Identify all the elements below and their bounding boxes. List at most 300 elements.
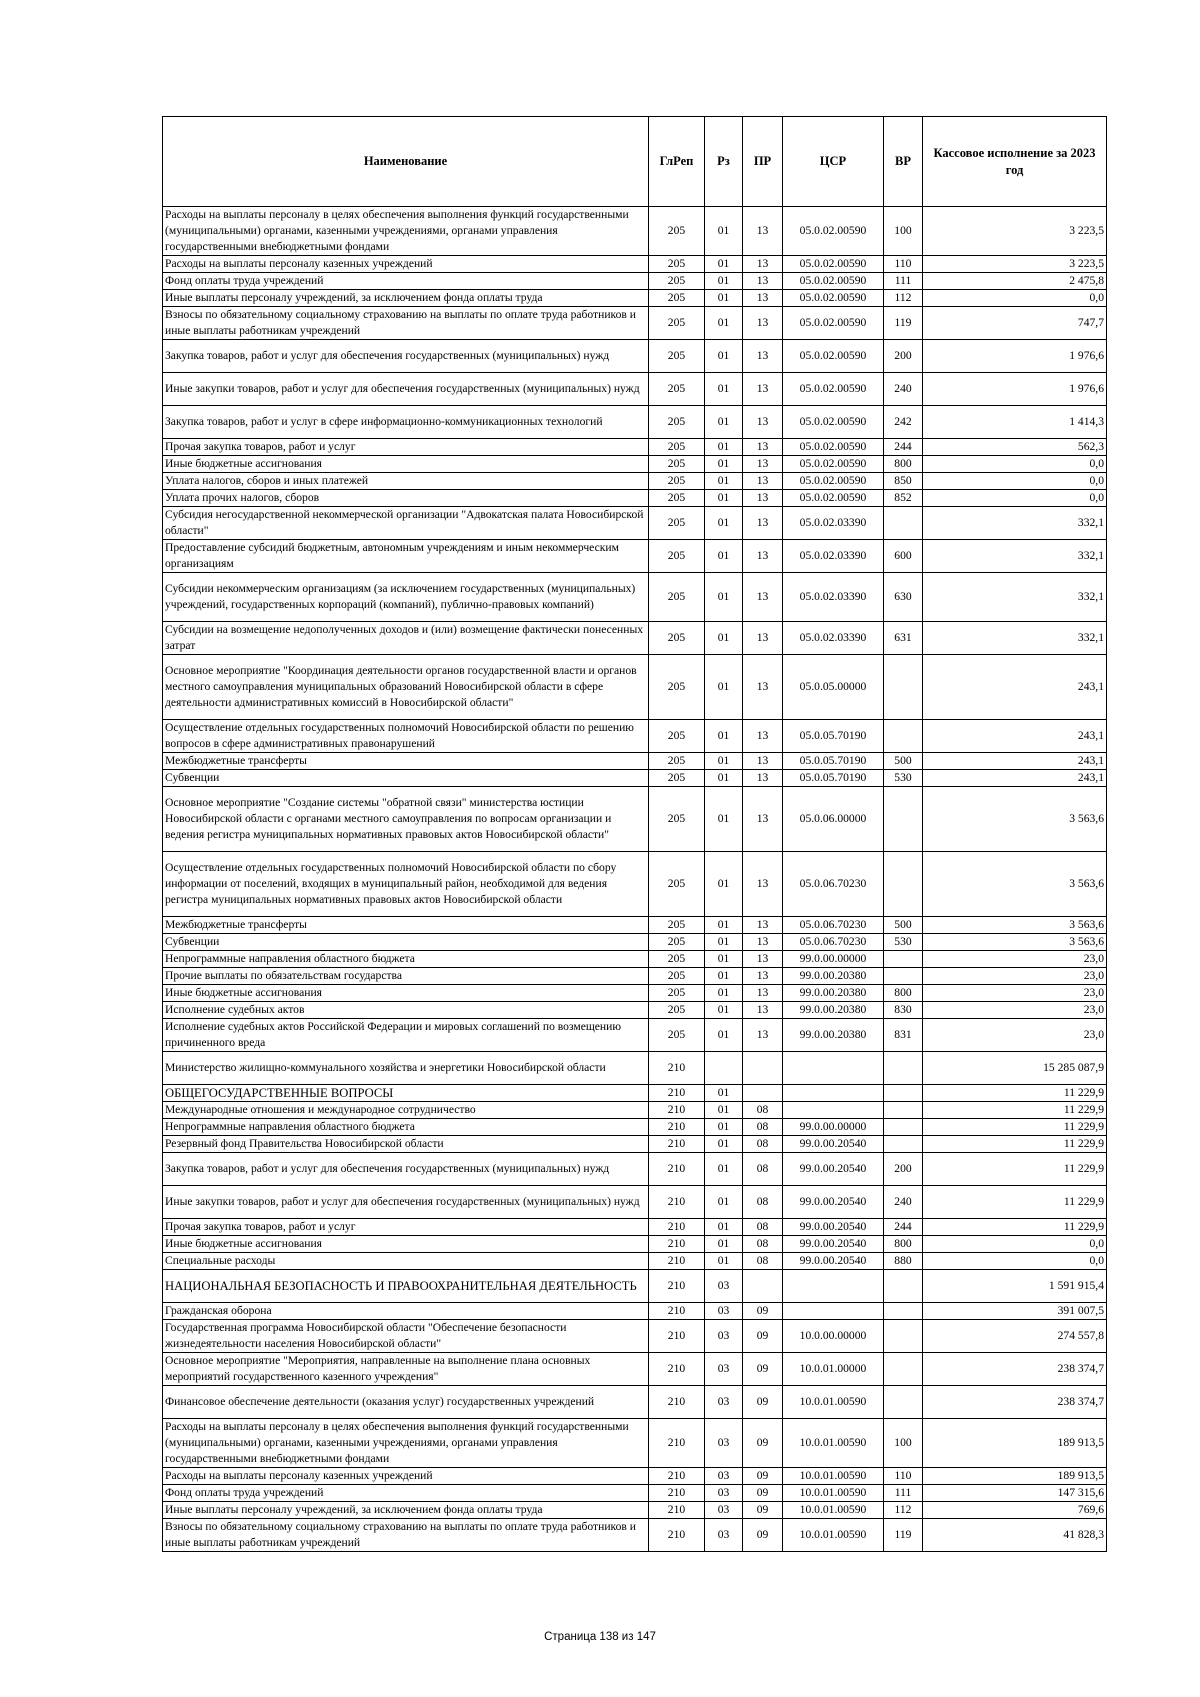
cell-name: Иные бюджетные ассигнования: [163, 985, 649, 1002]
cell-pr: 13: [743, 307, 783, 340]
cell-name: Основное мероприятие "Координация деятельности органов государственной власти и органов местного самоуправления муниципальных образований Новосибирской области в сфере деятельности административных комиссий в Новосибирской области": [163, 655, 649, 720]
cell-vr: 240: [884, 373, 923, 406]
cell-vr: 631: [884, 622, 923, 655]
cell-pr: 09: [743, 1419, 783, 1468]
cell-rz: 01: [705, 787, 743, 852]
table-row: [163, 917, 1107, 934]
cell-amount: 332,1: [923, 622, 1107, 655]
cell-name: НАЦИОНАЛЬНАЯ БЕЗОПАСНОСТЬ И ПРАВООХРАНИТЕЛЬНАЯ ДЕЯТЕЛЬНОСТЬ: [163, 1270, 649, 1303]
cell-name: Субвенции: [163, 770, 649, 787]
cell-vr: [884, 1102, 923, 1119]
table-row: [163, 1502, 1107, 1519]
table-row: [163, 1485, 1107, 1502]
cell-name: Субсидии некоммерческим организациям (за исключением государственных (муниципальных) учреждений, государственных корпораций (компаний), публично-правовых компаний): [163, 573, 649, 622]
cell-amount: 3 223,5: [923, 256, 1107, 273]
cell-csr: 99.0.00.20540: [783, 1236, 884, 1253]
cell-glrep: 205: [649, 490, 705, 507]
cell-csr: 99.0.00.20540: [783, 1153, 884, 1186]
cell-glrep: 205: [649, 968, 705, 985]
cell-csr: 10.0.01.00590: [783, 1468, 884, 1485]
cell-name: Исполнение судебных актов Российской Федерации и мировых соглашений по возмещению причиненного вреда: [163, 1019, 649, 1052]
cell-amount: 23,0: [923, 985, 1107, 1002]
cell-pr: 09: [743, 1485, 783, 1502]
cell-glrep: 210: [649, 1386, 705, 1419]
cell-pr: 13: [743, 473, 783, 490]
cell-rz: 01: [705, 753, 743, 770]
cell-pr: 13: [743, 1019, 783, 1052]
cell-csr: 99.0.00.20540: [783, 1186, 884, 1219]
cell-amount: 274 557,8: [923, 1320, 1107, 1353]
cell-rz: 01: [705, 934, 743, 951]
cell-amount: 243,1: [923, 753, 1107, 770]
cell-csr: 05.0.02.03390: [783, 573, 884, 622]
cell-rz: 03: [705, 1320, 743, 1353]
cell-rz: 01: [705, 1153, 743, 1186]
cell-pr: 13: [743, 1002, 783, 1019]
table-row: [163, 1253, 1107, 1270]
cell-glrep: 205: [649, 985, 705, 1002]
cell-rz: 01: [705, 655, 743, 720]
cell-amount: 23,0: [923, 951, 1107, 968]
cell-name: Прочая закупка товаров, работ и услуг: [163, 1219, 649, 1236]
cell-pr: 09: [743, 1303, 783, 1320]
table-row: [163, 1386, 1107, 1419]
table-row: [163, 256, 1107, 273]
cell-amount: 238 374,7: [923, 1386, 1107, 1419]
cell-amount: 11 229,9: [923, 1085, 1107, 1102]
cell-csr: 05.0.02.00590: [783, 456, 884, 473]
cell-rz: 01: [705, 406, 743, 439]
cell-vr: [884, 1052, 923, 1085]
cell-name: Основное мероприятие "Создание системы "обратной связи" министерства юстиции Новосибирской области с органами местного самоуправления по вопросам организации и ведения регистра муниципальных нормативных правовых актов Новосибирской области": [163, 787, 649, 852]
table-row: [163, 1153, 1107, 1186]
page-number: Страница 138 из 147: [544, 1631, 656, 1643]
cell-glrep: 205: [649, 207, 705, 256]
cell-glrep: 210: [649, 1236, 705, 1253]
cell-csr: 99.0.00.20540: [783, 1136, 884, 1153]
cell-csr: 99.0.00.20540: [783, 1253, 884, 1270]
cell-vr: 530: [884, 934, 923, 951]
cell-pr: 13: [743, 456, 783, 473]
cell-vr: 200: [884, 340, 923, 373]
cell-vr: 200: [884, 1153, 923, 1186]
cell-rz: 03: [705, 1468, 743, 1485]
table-row: [163, 1320, 1107, 1353]
cell-amount: 3 563,6: [923, 852, 1107, 917]
cell-glrep: 205: [649, 573, 705, 622]
cell-pr: 13: [743, 951, 783, 968]
cell-name: Уплата налогов, сборов и иных платежей: [163, 473, 649, 490]
cell-glrep: 210: [649, 1186, 705, 1219]
cell-rz: 01: [705, 207, 743, 256]
cell-csr: 05.0.02.00590: [783, 490, 884, 507]
cell-vr: 112: [884, 290, 923, 307]
cell-amount: 41 828,3: [923, 1519, 1107, 1552]
cell-rz: 03: [705, 1386, 743, 1419]
cell-amount: 3 563,6: [923, 787, 1107, 852]
cell-vr: 110: [884, 256, 923, 273]
cell-glrep: 210: [649, 1353, 705, 1386]
table-row: [163, 951, 1107, 968]
cell-vr: [884, 1136, 923, 1153]
cell-amount: 15 285 087,9: [923, 1052, 1107, 1085]
cell-pr: 13: [743, 622, 783, 655]
cell-name: Закупка товаров, работ и услуг для обеспечения государственных (муниципальных) нужд: [163, 1153, 649, 1186]
cell-glrep: 210: [649, 1253, 705, 1270]
cell-pr: 13: [743, 540, 783, 573]
cell-glrep: 205: [649, 373, 705, 406]
cell-pr: 13: [743, 256, 783, 273]
cell-name: Непрограммные направления областного бюджета: [163, 1119, 649, 1136]
cell-name: Иные закупки товаров, работ и услуг для обеспечения государственных (муниципальных) нужд: [163, 1186, 649, 1219]
cell-vr: [884, 507, 923, 540]
table-row: [163, 1102, 1107, 1119]
cell-csr: 05.0.06.70230: [783, 934, 884, 951]
cell-glrep: 205: [649, 507, 705, 540]
cell-name: Резервный фонд Правительства Новосибирской области: [163, 1136, 649, 1153]
cell-rz: 01: [705, 1019, 743, 1052]
cell-csr: 10.0.01.00590: [783, 1519, 884, 1552]
table-row: [163, 968, 1107, 985]
cell-name: Закупка товаров, работ и услуг в сфере информационно-коммуникационных технологий: [163, 406, 649, 439]
cell-pr: 13: [743, 406, 783, 439]
cell-vr: 242: [884, 406, 923, 439]
cell-rz: 01: [705, 290, 743, 307]
cell-glrep: 205: [649, 917, 705, 934]
cell-glrep: 205: [649, 1002, 705, 1019]
cell-rz: 01: [705, 720, 743, 753]
cell-amount: 0,0: [923, 290, 1107, 307]
cell-glrep: 205: [649, 787, 705, 852]
table-row: [163, 456, 1107, 473]
cell-csr: 10.0.01.00590: [783, 1419, 884, 1468]
cell-rz: 03: [705, 1353, 743, 1386]
table-row: [163, 1303, 1107, 1320]
cell-name: Субвенции: [163, 934, 649, 951]
cell-amount: 332,1: [923, 507, 1107, 540]
cell-rz: 01: [705, 1186, 743, 1219]
cell-rz: 01: [705, 1136, 743, 1153]
cell-vr: [884, 968, 923, 985]
table-row: [163, 507, 1107, 540]
cell-name: Расходы на выплаты персоналу в целях обеспечения выполнения функций государственными (муниципальными) органами, казенными учреждениями, органами управления государственными внебюджетными фондами: [163, 1419, 649, 1468]
table-row: [163, 655, 1107, 720]
table-row: [163, 1219, 1107, 1236]
cell-amount: 3 563,6: [923, 917, 1107, 934]
cell-pr: 09: [743, 1468, 783, 1485]
table-row: [163, 439, 1107, 456]
cell-amount: 332,1: [923, 573, 1107, 622]
cell-name: Межбюджетные трансферты: [163, 753, 649, 770]
cell-vr: 630: [884, 573, 923, 622]
cell-rz: 03: [705, 1303, 743, 1320]
cell-vr: 600: [884, 540, 923, 573]
cell-amount: 0,0: [923, 456, 1107, 473]
cell-vr: [884, 1353, 923, 1386]
cell-csr: 05.0.05.70190: [783, 753, 884, 770]
cell-glrep: 205: [649, 256, 705, 273]
cell-amount: 23,0: [923, 1019, 1107, 1052]
cell-csr: [783, 1303, 884, 1320]
cell-name: Прочие выплаты по обязательствам государства: [163, 968, 649, 985]
cell-csr: 05.0.02.03390: [783, 507, 884, 540]
cell-csr: 99.0.00.20380: [783, 1019, 884, 1052]
table-row: [163, 1136, 1107, 1153]
cell-vr: 800: [884, 985, 923, 1002]
cell-rz: 01: [705, 1253, 743, 1270]
cell-amount: 1 976,6: [923, 340, 1107, 373]
cell-rz: 01: [705, 951, 743, 968]
cell-glrep: 205: [649, 622, 705, 655]
cell-glrep: 205: [649, 934, 705, 951]
cell-rz: 01: [705, 1102, 743, 1119]
cell-amount: 147 315,6: [923, 1485, 1107, 1502]
cell-csr: 05.0.02.00590: [783, 256, 884, 273]
cell-pr: 08: [743, 1253, 783, 1270]
cell-rz: 01: [705, 917, 743, 934]
cell-amount: 238 374,7: [923, 1353, 1107, 1386]
cell-csr: 99.0.00.00000: [783, 1119, 884, 1136]
cell-glrep: 205: [649, 852, 705, 917]
cell-amount: 11 229,9: [923, 1102, 1107, 1119]
header-pr: ПР: [743, 117, 783, 207]
cell-name: Расходы на выплаты персоналу казенных учреждений: [163, 1468, 649, 1485]
header-csr: ЦСР: [783, 117, 884, 207]
cell-name: Осуществление отдельных государственных полномочий Новосибирской области по сбору информации от поселений, входящих в муниципальный район, необходимой для ведения регистра муниципальных нормативных правовых актов Новосибирской области: [163, 852, 649, 917]
cell-glrep: 210: [649, 1085, 705, 1102]
cell-amount: 391 007,5: [923, 1303, 1107, 1320]
cell-rz: 01: [705, 622, 743, 655]
cell-pr: 13: [743, 787, 783, 852]
cell-glrep: 205: [649, 540, 705, 573]
cell-vr: 110: [884, 1468, 923, 1485]
cell-amount: 243,1: [923, 720, 1107, 753]
cell-vr: 240: [884, 1186, 923, 1219]
cell-name: Иные закупки товаров, работ и услуг для обеспечения государственных (муниципальных) нужд: [163, 373, 649, 406]
cell-csr: 05.0.02.00590: [783, 273, 884, 290]
cell-name: Иные бюджетные ассигнования: [163, 456, 649, 473]
cell-amount: 747,7: [923, 307, 1107, 340]
cell-csr: 10.0.01.00590: [783, 1502, 884, 1519]
cell-glrep: 205: [649, 951, 705, 968]
table-row: [163, 753, 1107, 770]
table-row: [163, 1419, 1107, 1468]
cell-glrep: 210: [649, 1052, 705, 1085]
table-row: [163, 622, 1107, 655]
cell-rz: 01: [705, 968, 743, 985]
cell-rz: 01: [705, 852, 743, 917]
cell-csr: [783, 1102, 884, 1119]
table-row: [163, 1052, 1107, 1085]
cell-glrep: 205: [649, 473, 705, 490]
cell-pr: 13: [743, 934, 783, 951]
cell-amount: 243,1: [923, 770, 1107, 787]
cell-name: Фонд оплаты труда учреждений: [163, 1485, 649, 1502]
table-row: [163, 490, 1107, 507]
cell-csr: 05.0.06.70230: [783, 917, 884, 934]
cell-rz: 01: [705, 985, 743, 1002]
cell-name: Субсидия негосударственной некоммерческой организации "Адвокатская палата Новосибирской области": [163, 507, 649, 540]
table-row: [163, 373, 1107, 406]
cell-pr: 08: [743, 1236, 783, 1253]
cell-csr: [783, 1052, 884, 1085]
table-row: [163, 1519, 1107, 1552]
cell-glrep: 210: [649, 1303, 705, 1320]
cell-rz: 03: [705, 1270, 743, 1303]
cell-vr: [884, 655, 923, 720]
table-row: [163, 473, 1107, 490]
table-row: [163, 1270, 1107, 1303]
cell-vr: [884, 720, 923, 753]
cell-pr: 08: [743, 1102, 783, 1119]
cell-vr: [884, 1085, 923, 1102]
table-row: [163, 273, 1107, 290]
cell-vr: 880: [884, 1253, 923, 1270]
cell-vr: 830: [884, 1002, 923, 1019]
cell-pr: 13: [743, 852, 783, 917]
table-row: [163, 573, 1107, 622]
cell-pr: 13: [743, 573, 783, 622]
cell-name: Взносы по обязательному социальному страхованию на выплаты по оплате труда работников и иные выплаты работникам учреждений: [163, 1519, 649, 1552]
table-row: [163, 1119, 1107, 1136]
table-row: [163, 207, 1107, 256]
cell-rz: 01: [705, 1219, 743, 1236]
cell-amount: 23,0: [923, 968, 1107, 985]
header-rz: Рз: [705, 117, 743, 207]
table-row: [163, 290, 1107, 307]
cell-rz: 01: [705, 1085, 743, 1102]
cell-name: Иные бюджетные ассигнования: [163, 1236, 649, 1253]
cell-pr: 13: [743, 207, 783, 256]
table-row: [163, 1019, 1107, 1052]
table-row: [163, 1085, 1107, 1102]
cell-amount: 3 223,5: [923, 207, 1107, 256]
cell-name: Субсидии на возмещение недополученных доходов и (или) возмещение фактически понесенных затрат: [163, 622, 649, 655]
cell-vr: 800: [884, 1236, 923, 1253]
cell-vr: [884, 1320, 923, 1353]
cell-vr: [884, 1270, 923, 1303]
cell-pr: 09: [743, 1519, 783, 1552]
cell-amount: 11 229,9: [923, 1136, 1107, 1153]
cell-name: Расходы на выплаты персоналу в целях обеспечения выполнения функций государственными (муниципальными) органами, казенными учреждениями, органами управления государственными внебюджетными фондами: [163, 207, 649, 256]
cell-name: Исполнение судебных актов: [163, 1002, 649, 1019]
cell-glrep: 205: [649, 439, 705, 456]
cell-rz: 03: [705, 1502, 743, 1519]
cell-name: Министерство жилищно-коммунального хозяйства и энергетики Новосибирской области: [163, 1052, 649, 1085]
cell-csr: 05.0.02.00590: [783, 373, 884, 406]
cell-amount: 0,0: [923, 473, 1107, 490]
cell-rz: 01: [705, 770, 743, 787]
cell-name: Гражданская оборона: [163, 1303, 649, 1320]
cell-vr: 119: [884, 1519, 923, 1552]
cell-rz: 01: [705, 473, 743, 490]
cell-vr: [884, 852, 923, 917]
cell-amount: 1 976,6: [923, 373, 1107, 406]
cell-pr: 08: [743, 1186, 783, 1219]
cell-pr: 13: [743, 439, 783, 456]
cell-vr: 831: [884, 1019, 923, 1052]
cell-rz: [705, 1052, 743, 1085]
cell-csr: 99.0.00.00000: [783, 951, 884, 968]
cell-glrep: 205: [649, 753, 705, 770]
cell-name: Основное мероприятие "Мероприятия, направленные на выполнение плана основных мероприятий государственного казенного учреждения": [163, 1353, 649, 1386]
cell-pr: 13: [743, 490, 783, 507]
cell-rz: 03: [705, 1519, 743, 1552]
cell-csr: 05.0.02.00590: [783, 207, 884, 256]
cell-glrep: 205: [649, 456, 705, 473]
table-row: [163, 720, 1107, 753]
cell-name: Иные выплаты персоналу учреждений, за исключением фонда оплаты труда: [163, 290, 649, 307]
cell-name: Специальные расходы: [163, 1253, 649, 1270]
cell-glrep: 205: [649, 770, 705, 787]
cell-pr: 13: [743, 273, 783, 290]
cell-csr: 05.0.02.00590: [783, 406, 884, 439]
cell-name: Иные выплаты персоналу учреждений, за исключением фонда оплаты труда: [163, 1502, 649, 1519]
cell-csr: 99.0.00.20380: [783, 985, 884, 1002]
cell-glrep: 205: [649, 290, 705, 307]
table-row: [163, 852, 1107, 917]
cell-csr: 10.0.01.00590: [783, 1386, 884, 1419]
cell-amount: 3 563,6: [923, 934, 1107, 951]
cell-csr: 05.0.05.70190: [783, 720, 884, 753]
cell-rz: 01: [705, 1002, 743, 1019]
cell-vr: 100: [884, 1419, 923, 1468]
cell-amount: 0,0: [923, 1236, 1107, 1253]
cell-vr: 112: [884, 1502, 923, 1519]
cell-glrep: 205: [649, 273, 705, 290]
table-row: [163, 770, 1107, 787]
cell-glrep: 210: [649, 1219, 705, 1236]
table-row: [163, 406, 1107, 439]
cell-rz: 01: [705, 507, 743, 540]
cell-pr: 13: [743, 290, 783, 307]
header-amount: Кассовое исполнение за 2023 год: [923, 117, 1107, 207]
cell-csr: 05.0.05.70190: [783, 770, 884, 787]
cell-rz: 01: [705, 256, 743, 273]
cell-csr: 10.0.00.00000: [783, 1320, 884, 1353]
cell-vr: 500: [884, 917, 923, 934]
cell-name: Взносы по обязательному социальному страхованию на выплаты по оплате труда работников и иные выплаты работникам учреждений: [163, 307, 649, 340]
cell-rz: 01: [705, 373, 743, 406]
cell-amount: 1 591 915,4: [923, 1270, 1107, 1303]
cell-vr: [884, 1119, 923, 1136]
cell-name: Осуществление отдельных государственных полномочий Новосибирской области по решению вопросов в сфере административных правонарушений: [163, 720, 649, 753]
cell-pr: [743, 1052, 783, 1085]
cell-amount: 11 229,9: [923, 1186, 1107, 1219]
cell-glrep: 210: [649, 1502, 705, 1519]
cell-csr: 05.0.02.00590: [783, 473, 884, 490]
cell-glrep: 210: [649, 1153, 705, 1186]
cell-amount: 23,0: [923, 1002, 1107, 1019]
cell-glrep: 210: [649, 1136, 705, 1153]
cell-rz: 03: [705, 1419, 743, 1468]
cell-glrep: 210: [649, 1419, 705, 1468]
cell-pr: 09: [743, 1353, 783, 1386]
cell-csr: 99.0.00.20380: [783, 1002, 884, 1019]
cell-amount: 562,3: [923, 439, 1107, 456]
cell-pr: 13: [743, 655, 783, 720]
cell-pr: 09: [743, 1386, 783, 1419]
cell-vr: [884, 1303, 923, 1320]
cell-csr: 05.0.02.03390: [783, 540, 884, 573]
cell-glrep: 210: [649, 1102, 705, 1119]
cell-vr: 111: [884, 1485, 923, 1502]
table-row: [163, 540, 1107, 573]
header-glrep: ГлРеп: [649, 117, 705, 207]
cell-glrep: 205: [649, 655, 705, 720]
cell-pr: 13: [743, 720, 783, 753]
cell-pr: 13: [743, 917, 783, 934]
